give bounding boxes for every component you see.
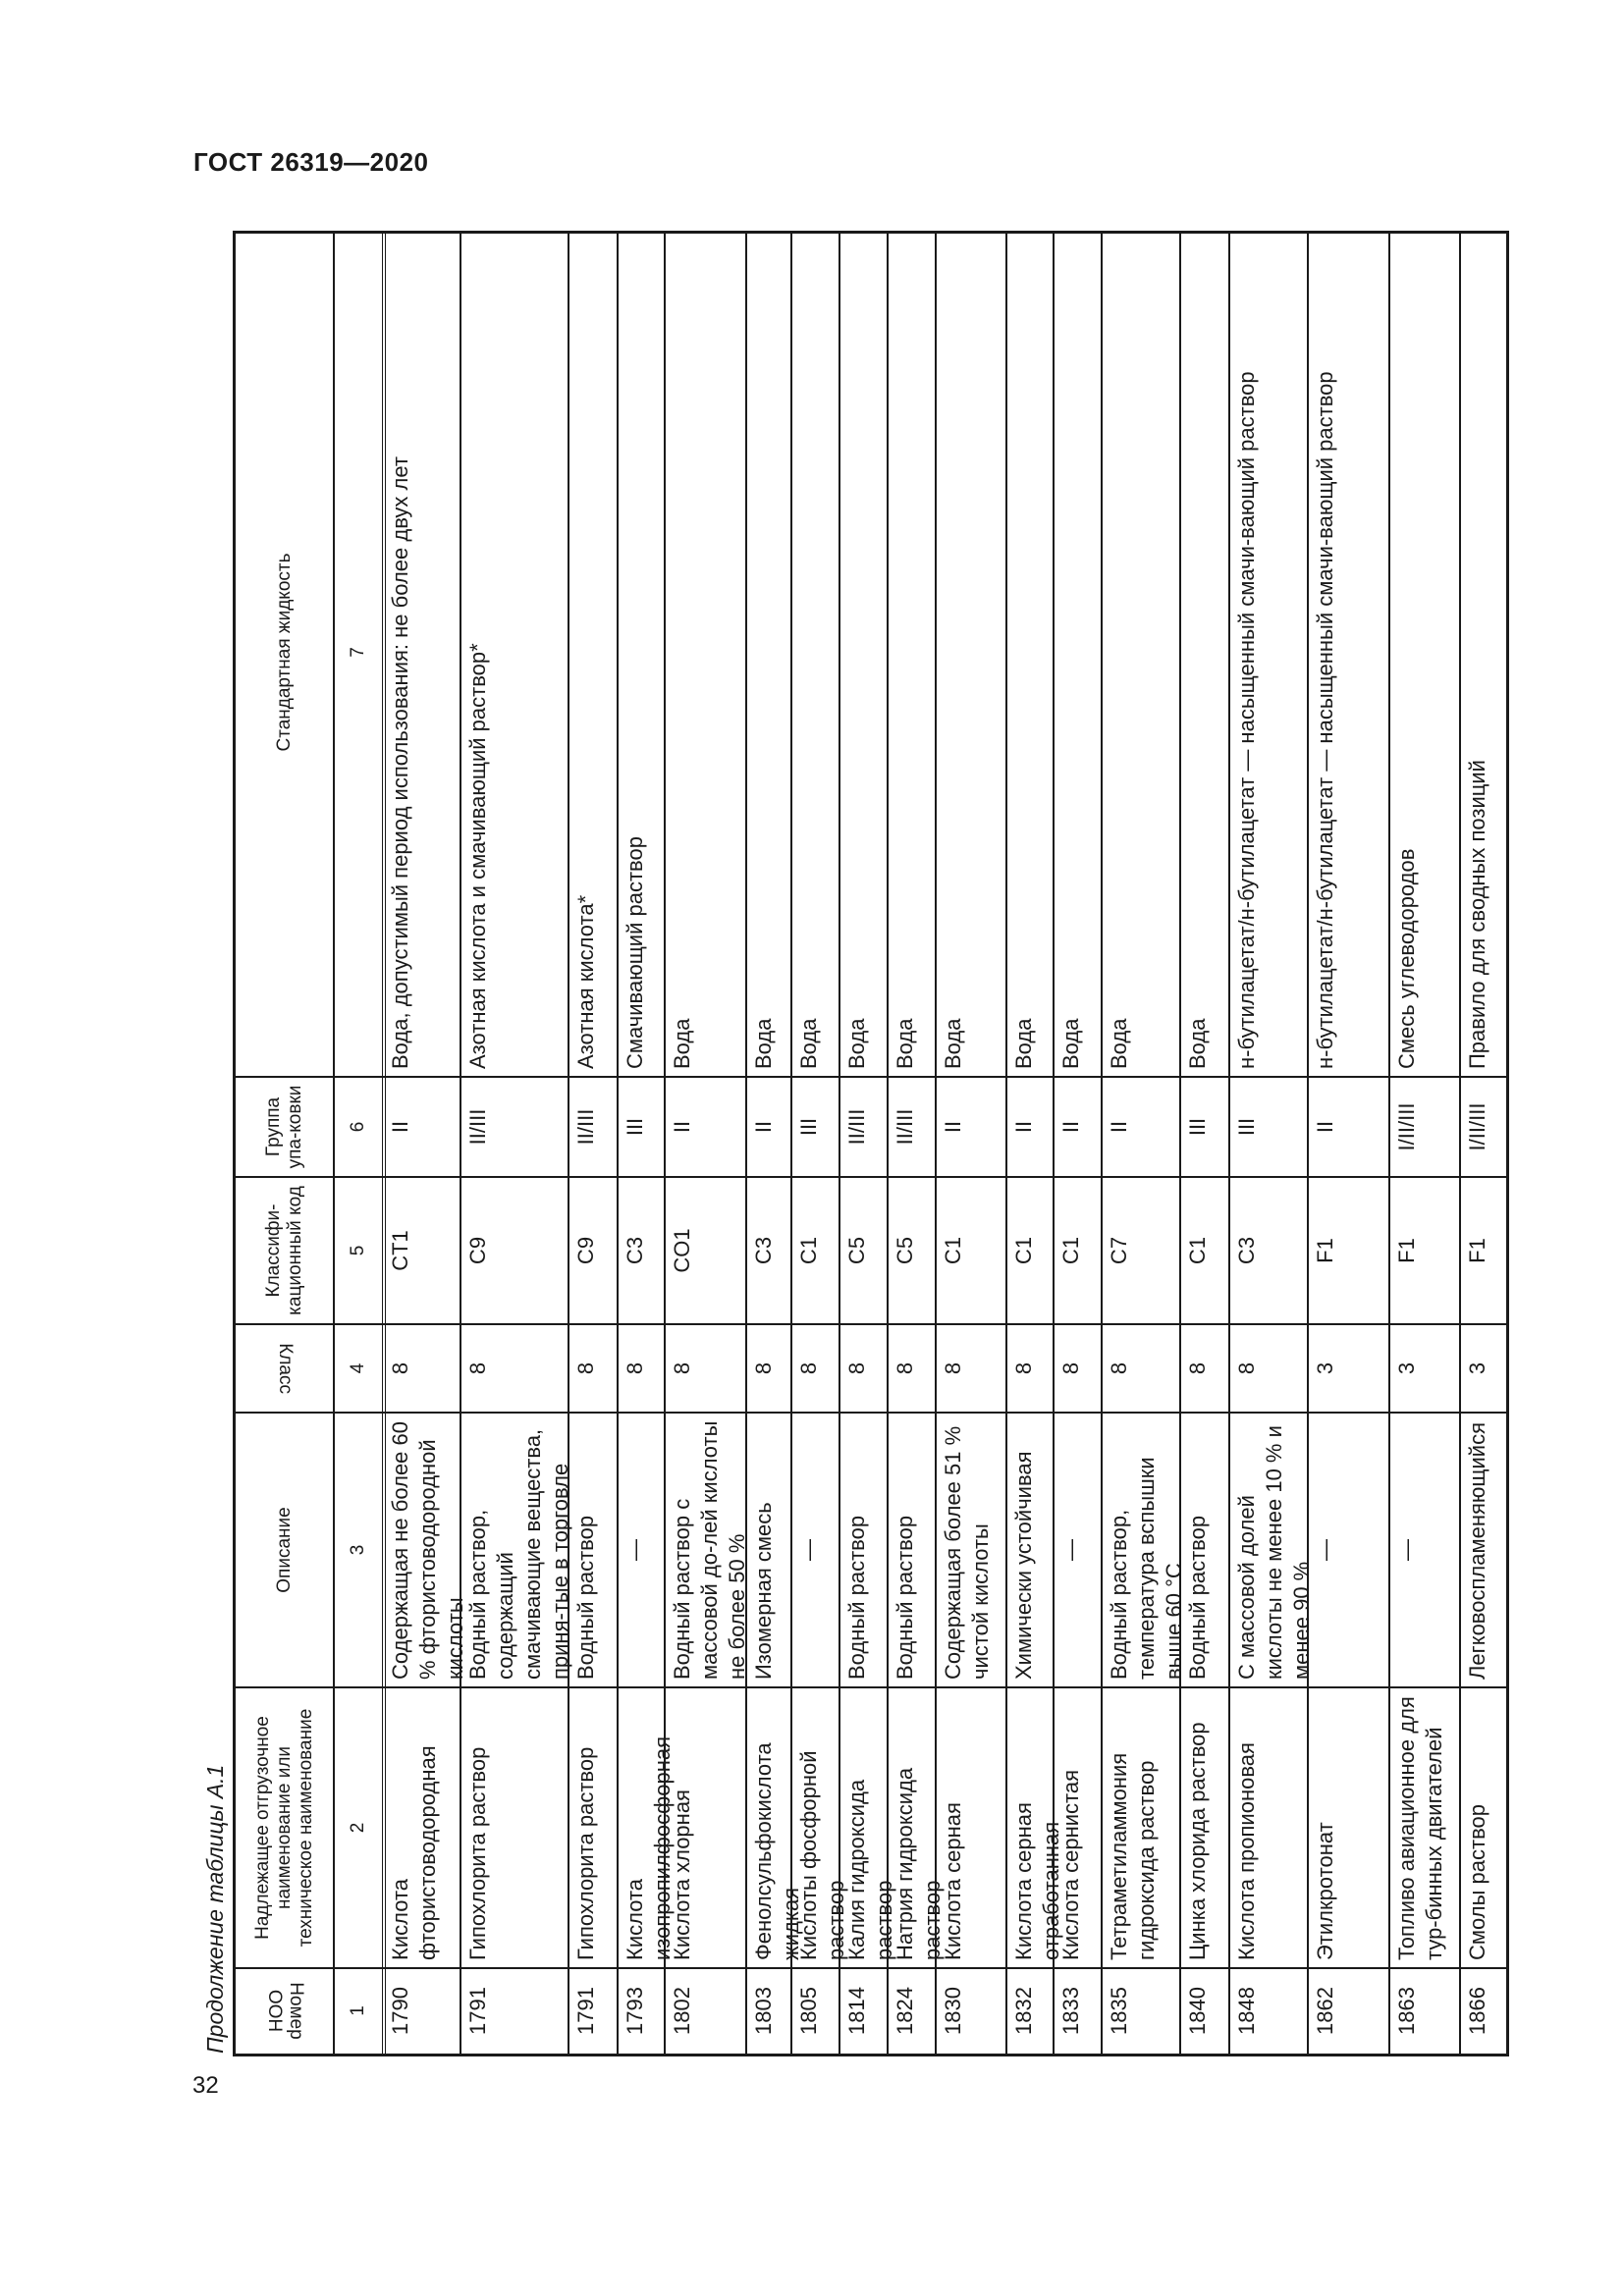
- table-cell: 1802: [670, 1987, 694, 2035]
- column-header: [236, 1968, 334, 2054]
- table-cell: III: [796, 1117, 821, 1137]
- table-cell: Вода: [751, 1018, 776, 1069]
- table-cell: —: [1058, 1539, 1083, 1561]
- table-cell: II/III: [893, 1108, 917, 1146]
- table-cell: 1814: [844, 1987, 869, 2035]
- table-cell: 1833: [1058, 1987, 1083, 2035]
- table-cell: Химически устойчивая: [1011, 1451, 1036, 1680]
- column-number: 7: [348, 647, 368, 658]
- table-cell: Фенолсульфокислота жидкая: [751, 1742, 803, 1960]
- table-cell: Кислоты фосфорной раствор: [796, 1750, 848, 1960]
- table-cell: 1866: [1465, 1987, 1489, 2035]
- table-cell: —: [1313, 1539, 1337, 1561]
- table-cell: 8: [1107, 1362, 1131, 1375]
- table-cell: II: [388, 1120, 412, 1134]
- table-cell: II: [941, 1120, 965, 1134]
- table-cell: 1835: [1107, 1987, 1131, 2035]
- table-cell: Кислота фтористоводородная: [388, 1745, 440, 1960]
- table-cell: 8: [1011, 1362, 1036, 1375]
- table-cell: Вода, допустимый период использования: не более двух лет: [388, 456, 412, 1069]
- table-cell: Гипохлорита раствор: [465, 1746, 490, 1960]
- column-header: [236, 1077, 334, 1177]
- table-cell: Содержащая не более 60 % фтористоводородной кислоты: [388, 1420, 467, 1680]
- table-cell: C3: [1234, 1236, 1259, 1265]
- table-cell: Водный раствор: [1185, 1515, 1210, 1680]
- table-cell: CT1: [388, 1230, 412, 1271]
- column-header: [236, 228, 334, 1077]
- table-cell: II: [1313, 1120, 1337, 1134]
- table-cell: —: [1394, 1539, 1419, 1561]
- table-cell: III: [1185, 1117, 1210, 1137]
- table-cell: Вода: [893, 1018, 917, 1069]
- table-cell: 8: [796, 1362, 821, 1375]
- table-cell: 8: [893, 1362, 917, 1375]
- table-cell: II: [670, 1120, 694, 1134]
- page-number: 32: [192, 2072, 219, 2099]
- column-number: 4: [348, 1362, 368, 1374]
- column-number: 1: [348, 2005, 368, 2016]
- table-cell: C1: [1058, 1236, 1083, 1265]
- table-cell: C5: [893, 1236, 917, 1265]
- table-cell: I/II/III: [1465, 1102, 1489, 1151]
- table-cell: Кислота изопропилфосфорная: [623, 1736, 675, 1960]
- table-cell: Правило для сводных позиций: [1465, 760, 1489, 1069]
- table-rotated: [233, 231, 1509, 2056]
- table-cell: F1: [1313, 1238, 1337, 1263]
- table-cell: 1840: [1185, 1987, 1210, 2035]
- table-cell: C5: [844, 1236, 869, 1265]
- table-cell: 8: [844, 1362, 869, 1375]
- table-cell: 1824: [893, 1987, 917, 2035]
- table-cell: Вода: [670, 1018, 694, 1069]
- column-number: 3: [348, 1544, 368, 1556]
- table-cell: Тетраметиламмония гидроксида раствор: [1107, 1752, 1159, 1960]
- table-cell: II: [1058, 1120, 1083, 1134]
- table-cell: I/II/III: [1394, 1102, 1419, 1151]
- table-cell: Кислота хлорная: [670, 1789, 694, 1960]
- table-cell: 1790: [388, 1987, 412, 2035]
- table-cell: C1: [941, 1236, 965, 1265]
- table-cell: Водный раствор: [573, 1515, 598, 1680]
- table-cell: Вода: [796, 1018, 821, 1069]
- table-cell: Вода: [844, 1018, 869, 1069]
- table-cell: C1: [1185, 1236, 1210, 1265]
- table-cell: Водный раствор: [844, 1515, 869, 1680]
- column-header-label: Классифи-кационный код: [263, 1186, 305, 1315]
- table-cell: н-бутилацетат/н-бутилацетат — насыщенный смачи-вающий раствор: [1234, 371, 1259, 1069]
- table-cell: 1862: [1313, 1987, 1337, 2035]
- column-number: 5: [348, 1245, 368, 1256]
- table-cell: Кислота пропионовая: [1234, 1742, 1259, 1960]
- table-cell: 8: [1058, 1362, 1083, 1375]
- table-cell: II: [1011, 1120, 1036, 1134]
- table-cell: II: [1107, 1120, 1131, 1134]
- table-cell: Кислота серная: [941, 1802, 965, 1960]
- column-number: 2: [348, 1822, 368, 1834]
- table-cell: 1863: [1394, 1987, 1419, 2035]
- table-cell: C9: [573, 1236, 598, 1265]
- table-cell: Смачивающий раствор: [623, 836, 647, 1069]
- table-cell: C9: [465, 1236, 490, 1265]
- table-cell: Этилкротонат: [1313, 1822, 1337, 1960]
- column-header-label: Надлежащее отгрузочное наименование или техническое наименование: [252, 1708, 316, 1948]
- table-cell: 1832: [1011, 1987, 1036, 2035]
- table-cell: 1848: [1234, 1987, 1259, 2035]
- table-cell: Кислота серная отработанная: [1011, 1802, 1063, 1960]
- table-cell: Гипохлорита раствор: [573, 1746, 598, 1960]
- table-cell: —: [796, 1539, 821, 1561]
- table-cell: Вода: [1185, 1018, 1210, 1069]
- table-cell: Вода: [1058, 1018, 1083, 1069]
- table-cell: Азотная кислота и смачивающий раствор*: [465, 643, 490, 1069]
- table-cell: 8: [388, 1362, 412, 1375]
- table-cell: Вода: [941, 1018, 965, 1069]
- table-cell: Вода: [1011, 1018, 1036, 1069]
- table-cell: II: [751, 1120, 776, 1134]
- table-cell: Цинка хлорида раствор: [1185, 1722, 1210, 1960]
- column-header-label: Описание: [274, 1507, 295, 1593]
- column-header-label: Класс: [275, 1343, 296, 1394]
- table-cell: 8: [941, 1362, 965, 1375]
- table-cell: C3: [751, 1236, 776, 1265]
- table-cell: C3: [623, 1236, 647, 1265]
- table-cell: Водный раствор: [893, 1515, 917, 1680]
- table-cell: Топливо авиационное для тур-бинных двигателей: [1394, 1696, 1446, 1960]
- table-cell: Изомерная смесь: [751, 1502, 776, 1680]
- table-cell: III: [623, 1117, 647, 1137]
- table-caption: Продолжение таблицы А.1: [202, 1764, 228, 2054]
- table-cell: III: [1234, 1117, 1259, 1137]
- table-cell: —: [623, 1539, 647, 1561]
- table-cell: Натрия гидроксида раствор: [893, 1767, 945, 1960]
- table-cell: 8: [1234, 1362, 1259, 1375]
- table-cell: II/III: [573, 1108, 598, 1146]
- table-cell: Водный раствор с массовой до-лей кислоты не более 50 %: [670, 1420, 749, 1680]
- column-header: [236, 1687, 334, 1968]
- table-cell: C7: [1107, 1236, 1131, 1265]
- table-cell: Водный раствор, температура вспышки выше 60 °С: [1107, 1457, 1186, 1680]
- table-cell: F1: [1394, 1238, 1419, 1263]
- table-cell: Водный раствор, содержащий смачивающие вещества, приня-тые в торговле: [465, 1428, 572, 1680]
- table-cell: 8: [670, 1362, 694, 1375]
- table-cell: Смолы раствор: [1465, 1804, 1489, 1960]
- table-cell: C1: [1011, 1236, 1036, 1265]
- column-number: 6: [348, 1121, 368, 1133]
- table-cell: 3: [1465, 1362, 1489, 1375]
- column-header: [236, 1324, 334, 1413]
- standard-title: ГОСТ 26319—2020: [193, 147, 429, 177]
- table-cell: Содержащая более 51 % чистой кислоты: [941, 1425, 993, 1680]
- table-cell: 8: [573, 1362, 598, 1375]
- table-cell: 1830: [941, 1987, 965, 2035]
- table-cell: 8: [751, 1362, 776, 1375]
- table-cell: II/III: [465, 1108, 490, 1146]
- column-header-label: Группа упа-ковки: [263, 1085, 305, 1169]
- table-cell: Калия гидроксида раствор: [844, 1779, 896, 1960]
- table-cell: 1803: [751, 1987, 776, 2035]
- column-header-label: Номер ООН: [264, 1982, 306, 2040]
- table-cell: н-бутилацетат/н-бутилацетат — насыщенный смачи-вающий раствор: [1313, 371, 1337, 1069]
- table-cell: Вода: [1107, 1018, 1131, 1069]
- table-cell: Кислота сернистая: [1058, 1769, 1083, 1960]
- table-cell: 1793: [623, 1987, 647, 2035]
- table-cell: С массовой долей кислоты не менее 10 % и менее 90 %: [1234, 1425, 1314, 1680]
- table-cell: II/III: [844, 1108, 869, 1146]
- table-cell: 1805: [796, 1987, 821, 2035]
- table-cell: Смесь углеводородов: [1394, 848, 1419, 1069]
- table-cell: C1: [796, 1236, 821, 1265]
- column-header-label: Стандартная жидкость: [274, 553, 295, 752]
- table-cell: 8: [465, 1362, 490, 1375]
- table-cell: Легковоспламеняющийся: [1465, 1422, 1489, 1680]
- table-cell: 8: [1185, 1362, 1210, 1375]
- table-cell: F1: [1465, 1238, 1489, 1263]
- table-cell: 8: [623, 1362, 647, 1375]
- table-cell: 3: [1394, 1362, 1419, 1375]
- table-cell: CO1: [670, 1228, 694, 1273]
- table-cell: 1791: [465, 1987, 490, 2035]
- column-header: [236, 1177, 334, 1324]
- data-table: [233, 231, 1509, 2056]
- table-cell: 3: [1313, 1362, 1337, 1375]
- table-cell: 1791: [573, 1987, 598, 2035]
- table-cell: Азотная кислота*: [573, 894, 598, 1069]
- column-header: [236, 1413, 334, 1687]
